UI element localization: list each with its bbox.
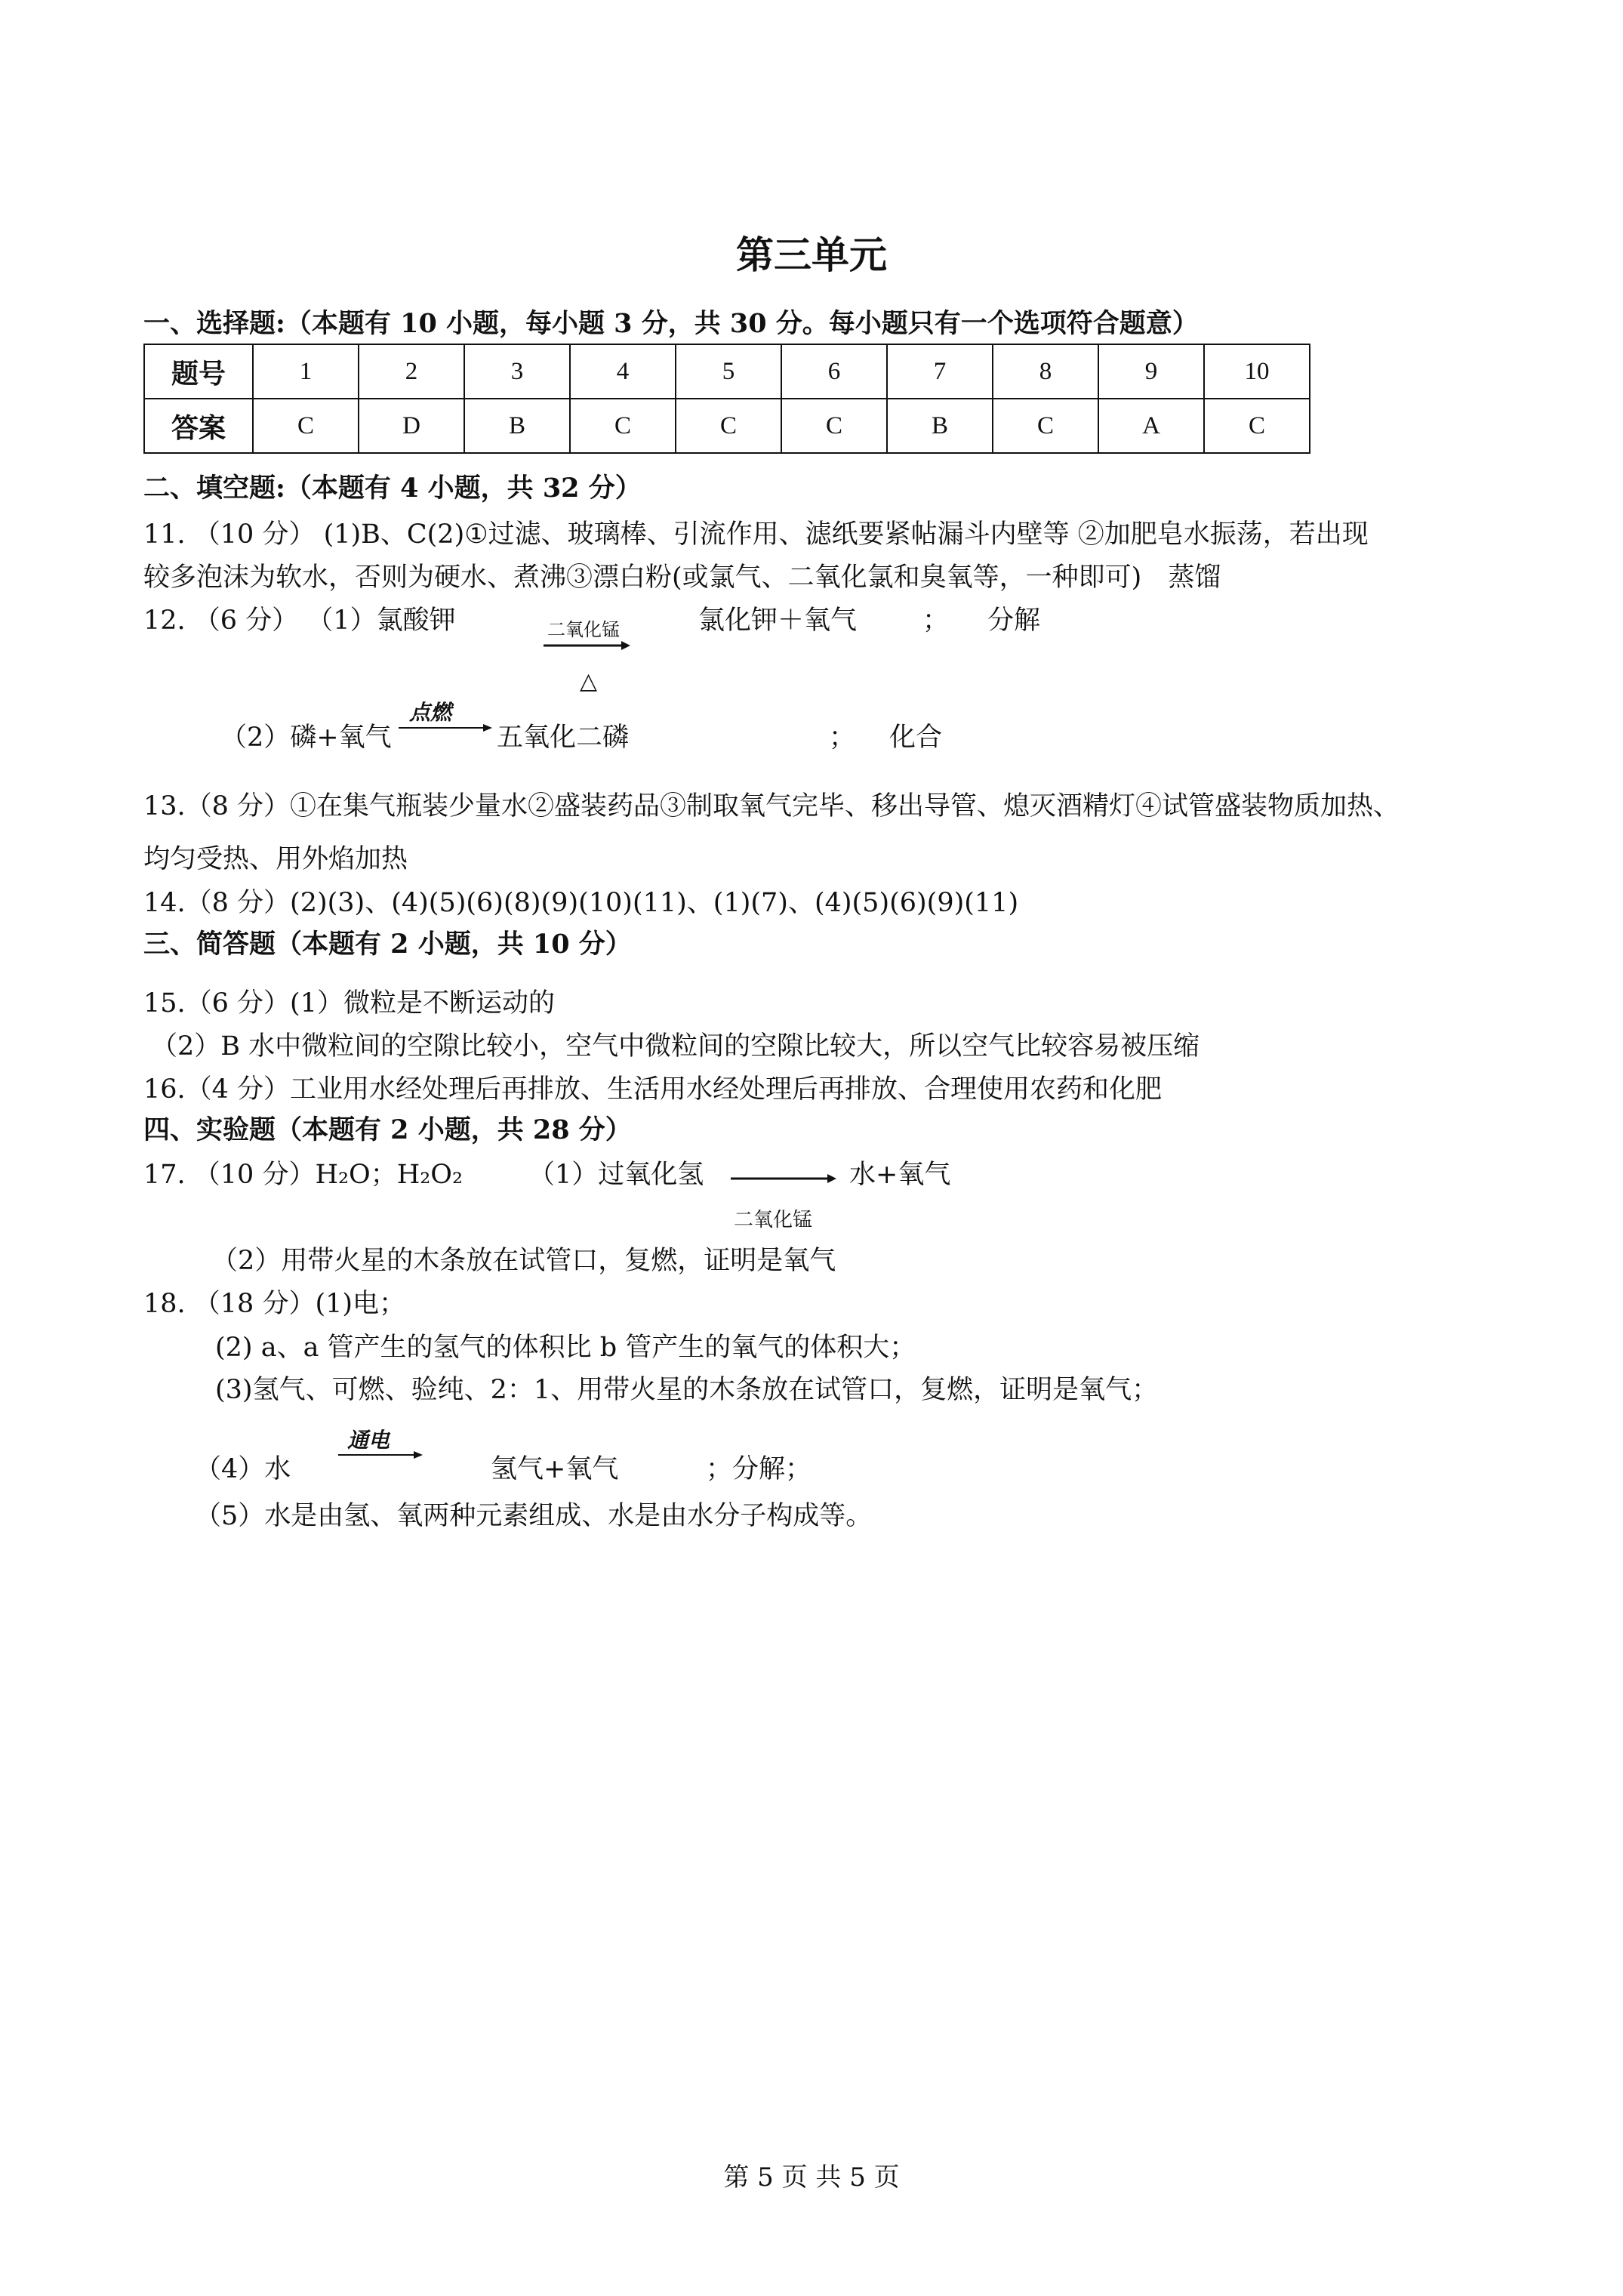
question-number: 10 bbox=[1204, 344, 1310, 399]
q13-line1: 13.（8 分）①在集气瓶装少量水②盛装药品③制取氧气完毕、移出导管、熄灭酒精灯④试管盛装物质加热、 bbox=[143, 791, 1400, 821]
q18-2: (2) a、a 管产生的氢气的体积比 b 管产生的氧气的体积大； bbox=[215, 1333, 916, 1363]
q18-4-product: 氢气+氧气 bbox=[491, 1454, 619, 1484]
q17-prefix: 17. （10 分）H₂O；H₂O₂ bbox=[143, 1160, 463, 1190]
q11-line1: 11. （10 分） (1)B、C(2)①过滤、玻璃棒、引流作用、滤纸要紧帖漏斗内壁等 ②加肥皂水振荡，若出现 bbox=[143, 519, 1369, 550]
answer-cell: C bbox=[781, 399, 887, 453]
reaction-arrow-icon bbox=[338, 1450, 423, 1460]
q12b-separator: ； bbox=[829, 723, 856, 753]
question-number: 6 bbox=[781, 344, 887, 399]
question-number: 2 bbox=[359, 344, 464, 399]
q12b-prefix: （2）磷+氧气 bbox=[220, 723, 392, 753]
reaction-arrow-icon bbox=[399, 723, 492, 733]
q18-5: （5）水是由氢、氧两种元素组成、水是由水分子构成等。 bbox=[195, 1501, 873, 1531]
q18-3: (3)氢气、可燃、验纯、2：1、用带火星的木条放在试管口，复燃，证明是氧气； bbox=[215, 1375, 1159, 1405]
page-footer: 第 5 页 共 5 页 bbox=[723, 2162, 900, 2193]
q12-type: 分解 bbox=[987, 606, 1041, 636]
answer-cell: C bbox=[570, 399, 676, 453]
answer-cell: C bbox=[993, 399, 1098, 453]
question-number: 8 bbox=[993, 344, 1098, 399]
question-number: 4 bbox=[570, 344, 676, 399]
answer-cell: C bbox=[1204, 399, 1310, 453]
q18-4-condition: 通电 bbox=[347, 1428, 390, 1453]
answer-cell: C bbox=[676, 399, 781, 453]
q17-catalyst: 二氧化锰 bbox=[734, 1209, 813, 1231]
q17-eq-right: 水+氧气 bbox=[849, 1160, 951, 1190]
question-number: 5 bbox=[676, 344, 781, 399]
table-row-answers bbox=[144, 399, 1310, 453]
q17-eq-left: （1）过氧化氢 bbox=[528, 1160, 704, 1190]
q12-separator: ； bbox=[922, 606, 950, 636]
page-title: 第三单元 bbox=[736, 233, 887, 277]
q12b-product: 五氧化二磷 bbox=[497, 723, 630, 753]
answer-cell: B bbox=[887, 399, 993, 453]
answer-cell: D bbox=[359, 399, 464, 453]
answer-table bbox=[143, 344, 1310, 454]
question-number: 1 bbox=[253, 344, 359, 399]
q18-4-prefix: （4）水 bbox=[195, 1454, 291, 1484]
question-number: 9 bbox=[1098, 344, 1204, 399]
q12b-condition: 点燃 bbox=[409, 700, 452, 725]
q15-line2: （2）B 水中微粒间的空隙比较小，空气中微粒间的空隙比较大，所以空气比较容易被压缩 bbox=[151, 1031, 1200, 1062]
q12-product: 氯化钾＋氧气 bbox=[698, 606, 858, 636]
answer-cell: B bbox=[464, 399, 570, 453]
q18-4-separator: ；分解； bbox=[706, 1454, 812, 1484]
section2-heading: 二、填空题:（本题有 4 小题，共 32 分） bbox=[143, 473, 642, 504]
answer-cell: C bbox=[253, 399, 359, 453]
q17-2: （2）用带火星的木条放在试管口，复燃，证明是氧气 bbox=[211, 1246, 836, 1276]
question-number: 7 bbox=[887, 344, 993, 399]
q18-1: 18. （18 分）(1)电； bbox=[143, 1289, 406, 1319]
reaction-arrow-icon bbox=[544, 640, 630, 651]
row-label-answer: 答案 bbox=[144, 399, 253, 453]
row-label-number: 题号 bbox=[144, 344, 253, 399]
q16: 16.（4 分）工业用水经处理后再排放、生活用水经处理后再排放、合理使用农药和化肥 bbox=[143, 1074, 1163, 1105]
q14: 14.（8 分）(2)(3)、(4)(5)(6)(8)(9)(10)(11)、(1)(7)、(4)(5)(6)(9)(11) bbox=[143, 888, 1019, 918]
section1-heading: 一、选择题:（本题有 10 小题，每小题 3 分，共 30 分。每小题只有一个选项符合题意） bbox=[143, 308, 1199, 339]
q12b-type: 化合 bbox=[889, 723, 943, 753]
table-row-numbers bbox=[144, 344, 1310, 399]
q13-line2: 均匀受热、用外焰加热 bbox=[143, 844, 408, 874]
heat-symbol: △ bbox=[580, 668, 598, 695]
answer-cell: A bbox=[1098, 399, 1204, 453]
q15-line1: 15.（6 分）(1）微粒是不断运动的 bbox=[143, 988, 555, 1019]
reaction-arrow-icon bbox=[731, 1173, 836, 1184]
section3-heading: 三、简答题（本题有 2 小题，共 10 分） bbox=[143, 929, 632, 960]
question-number: 3 bbox=[464, 344, 570, 399]
section4-heading: 四、实验题（本题有 2 小题，共 28 分） bbox=[143, 1114, 632, 1145]
q11-line2: 较多泡沫为软水，否则为硬水、煮沸③漂白粉(或氯气、二氧化氯和臭氧等，一种即可) 蒸馏 bbox=[143, 562, 1221, 593]
q12-catalyst: 二氧化锰 bbox=[547, 619, 620, 640]
q12-prefix: 12. （6 分） （1）氯酸钾 bbox=[143, 606, 456, 636]
